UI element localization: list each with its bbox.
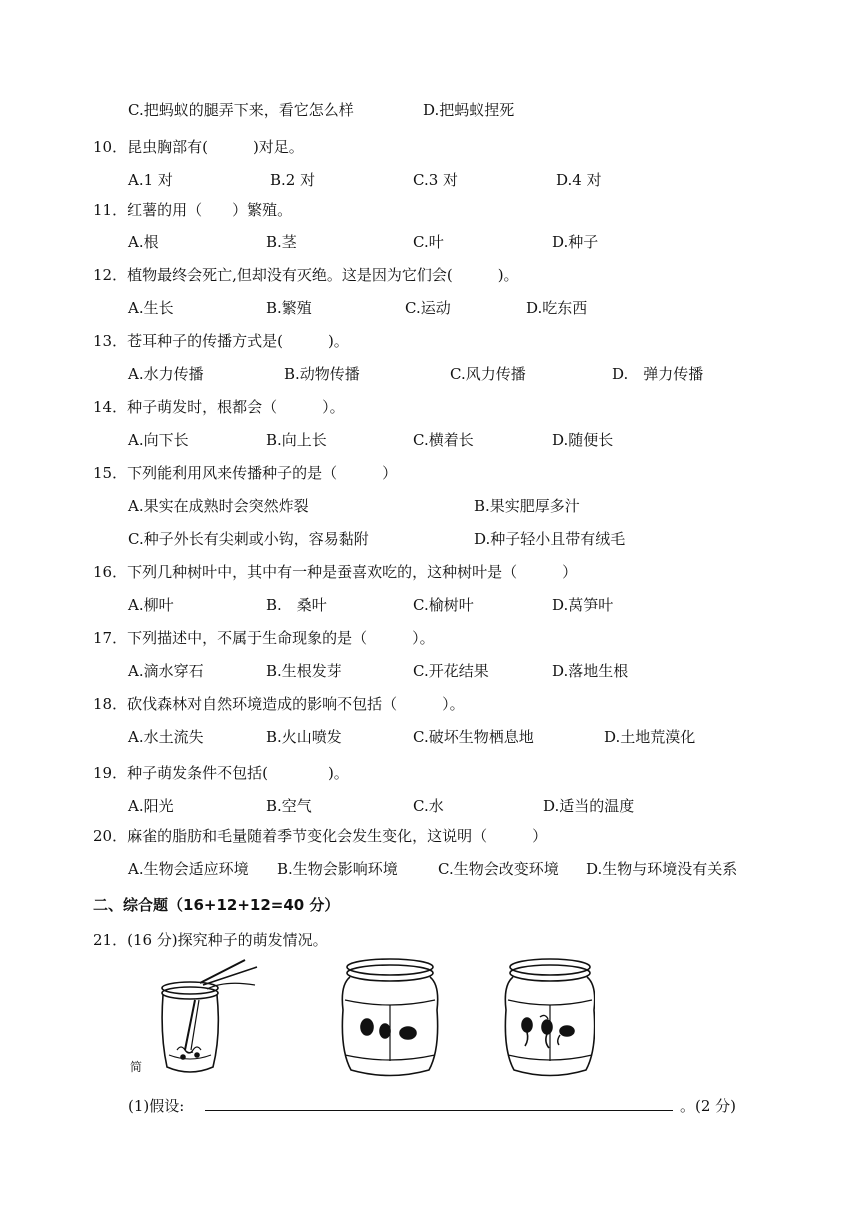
q15-option-c: C.种子外长有尖刺或小钩，容易黏附 <box>128 530 369 548</box>
question-16: 16．下列几种树叶中，其中有一种是蚕喜欢吃的，这种树叶是（ ） <box>93 563 578 581</box>
q12-option-b: B.繁殖 <box>266 299 312 317</box>
q18-option-c: C.破坏生物栖息地 <box>413 728 534 746</box>
question-20: 20．麻雀的脂肪和毛量随着季节变化会发生变化，这说明（ ） <box>93 827 548 845</box>
jar-with-tongs-illustration <box>162 960 257 1072</box>
q10-option-d: D.4 对 <box>556 171 602 189</box>
q18-option-d: D.土地荒漠化 <box>604 728 696 746</box>
section-title: 二、综合题（16+12+12=40 分） <box>93 896 340 914</box>
q13-option-d: D. 弹力传播 <box>612 365 704 383</box>
q20-option-d: D.生物与环境没有关系 <box>586 860 738 878</box>
question-17: 17．下列描述中，不属于生命现象的是（ ）。 <box>93 629 435 647</box>
figure-label: 简 <box>130 1060 143 1074</box>
q14-option-c: C.横着长 <box>413 431 474 449</box>
q17-option-b: B.生根发芽 <box>266 662 342 680</box>
seed-jars-figure <box>155 955 595 1080</box>
q19-option-a: A.阳光 <box>128 797 174 815</box>
question-18: 18．砍伐森林对自然环境造成的影响不包括（ ）。 <box>93 695 465 713</box>
q17-option-c: C.开花结果 <box>413 662 489 680</box>
question-10: 10．昆虫胸部有( )对足。 <box>93 138 304 156</box>
q20-option-c: C.生物会改变环境 <box>438 860 559 878</box>
q19-option-d: D.适当的温度 <box>543 797 635 815</box>
q13-option-c: C.风力传播 <box>450 365 526 383</box>
question-12: 12．植物最终会死亡,但却没有灭绝。这是因为它们会( )。 <box>93 266 519 284</box>
q15-option-a: A.果实在成熟时会突然炸裂 <box>128 497 309 515</box>
q15-option-b: B.果实肥厚多汁 <box>474 497 580 515</box>
hypothesis-label: (1)假设: <box>128 1097 185 1115</box>
q12-option-a: A.生长 <box>128 299 174 317</box>
question-11: 11．红薯的用（ ）繁殖。 <box>93 201 293 219</box>
option-c-top: C.把蚂蚁的腿弄下来，看它怎么样 <box>128 101 354 119</box>
q15-option-d: D.种子轻小且带有绒毛 <box>474 530 626 548</box>
q12-option-c: C.运动 <box>405 299 451 317</box>
q19-option-c: C.水 <box>413 797 444 815</box>
q16-option-a: A.柳叶 <box>128 596 174 614</box>
question-14: 14．种子萌发时，根都会（ ）。 <box>93 398 345 416</box>
q17-option-d: D.落地生根 <box>552 662 629 680</box>
q11-option-d: D.种子 <box>552 233 599 251</box>
q10-option-b: B.2 对 <box>270 171 316 189</box>
q14-option-d: D.随便长 <box>552 431 614 449</box>
q18-option-b: B.火山喷发 <box>266 728 342 746</box>
q10-option-c: C.3 对 <box>413 171 459 189</box>
hypothesis-answer-line[interactable] <box>205 1110 673 1111</box>
q11-option-a: A.根 <box>128 233 159 251</box>
q12-option-d: D.吃东西 <box>526 299 588 317</box>
q20-option-a: A.生物会适应环境 <box>128 860 249 878</box>
q19-option-b: B.空气 <box>266 797 312 815</box>
q17-option-a: A.滴水穿石 <box>128 662 204 680</box>
question-21: 21．(16 分)探究种子的萌发情况。 <box>93 931 328 949</box>
question-13: 13．苍耳种子的传播方式是( )。 <box>93 332 349 350</box>
q16-option-d: D.莴笋叶 <box>552 596 614 614</box>
q14-option-b: B.向上长 <box>266 431 327 449</box>
q20-option-b: B.生物会影响环境 <box>277 860 398 878</box>
question-19: 19．种子萌发条件不包括( )。 <box>93 764 349 782</box>
q11-option-c: C.叶 <box>413 233 444 251</box>
hypothesis-score: 。(2 分) <box>680 1097 737 1115</box>
q16-option-b: B. 桑叶 <box>266 596 327 614</box>
question-15: 15．下列能利用风来传播种子的是（ ） <box>93 464 398 482</box>
option-d-top: D.把蚂蚁捏死 <box>423 101 515 119</box>
q18-option-a: A.水土流失 <box>128 728 204 746</box>
q14-option-a: A.向下长 <box>128 431 189 449</box>
jar-sprouting-seeds-illustration <box>505 959 594 1076</box>
q10-option-a: A.1 对 <box>128 171 173 189</box>
q11-option-b: B.茎 <box>266 233 297 251</box>
q13-option-b: B.动物传播 <box>284 365 360 383</box>
jar-seeds-illustration <box>342 959 437 1076</box>
q13-option-a: A.水力传播 <box>128 365 204 383</box>
q16-option-c: C.榆树叶 <box>413 596 474 614</box>
